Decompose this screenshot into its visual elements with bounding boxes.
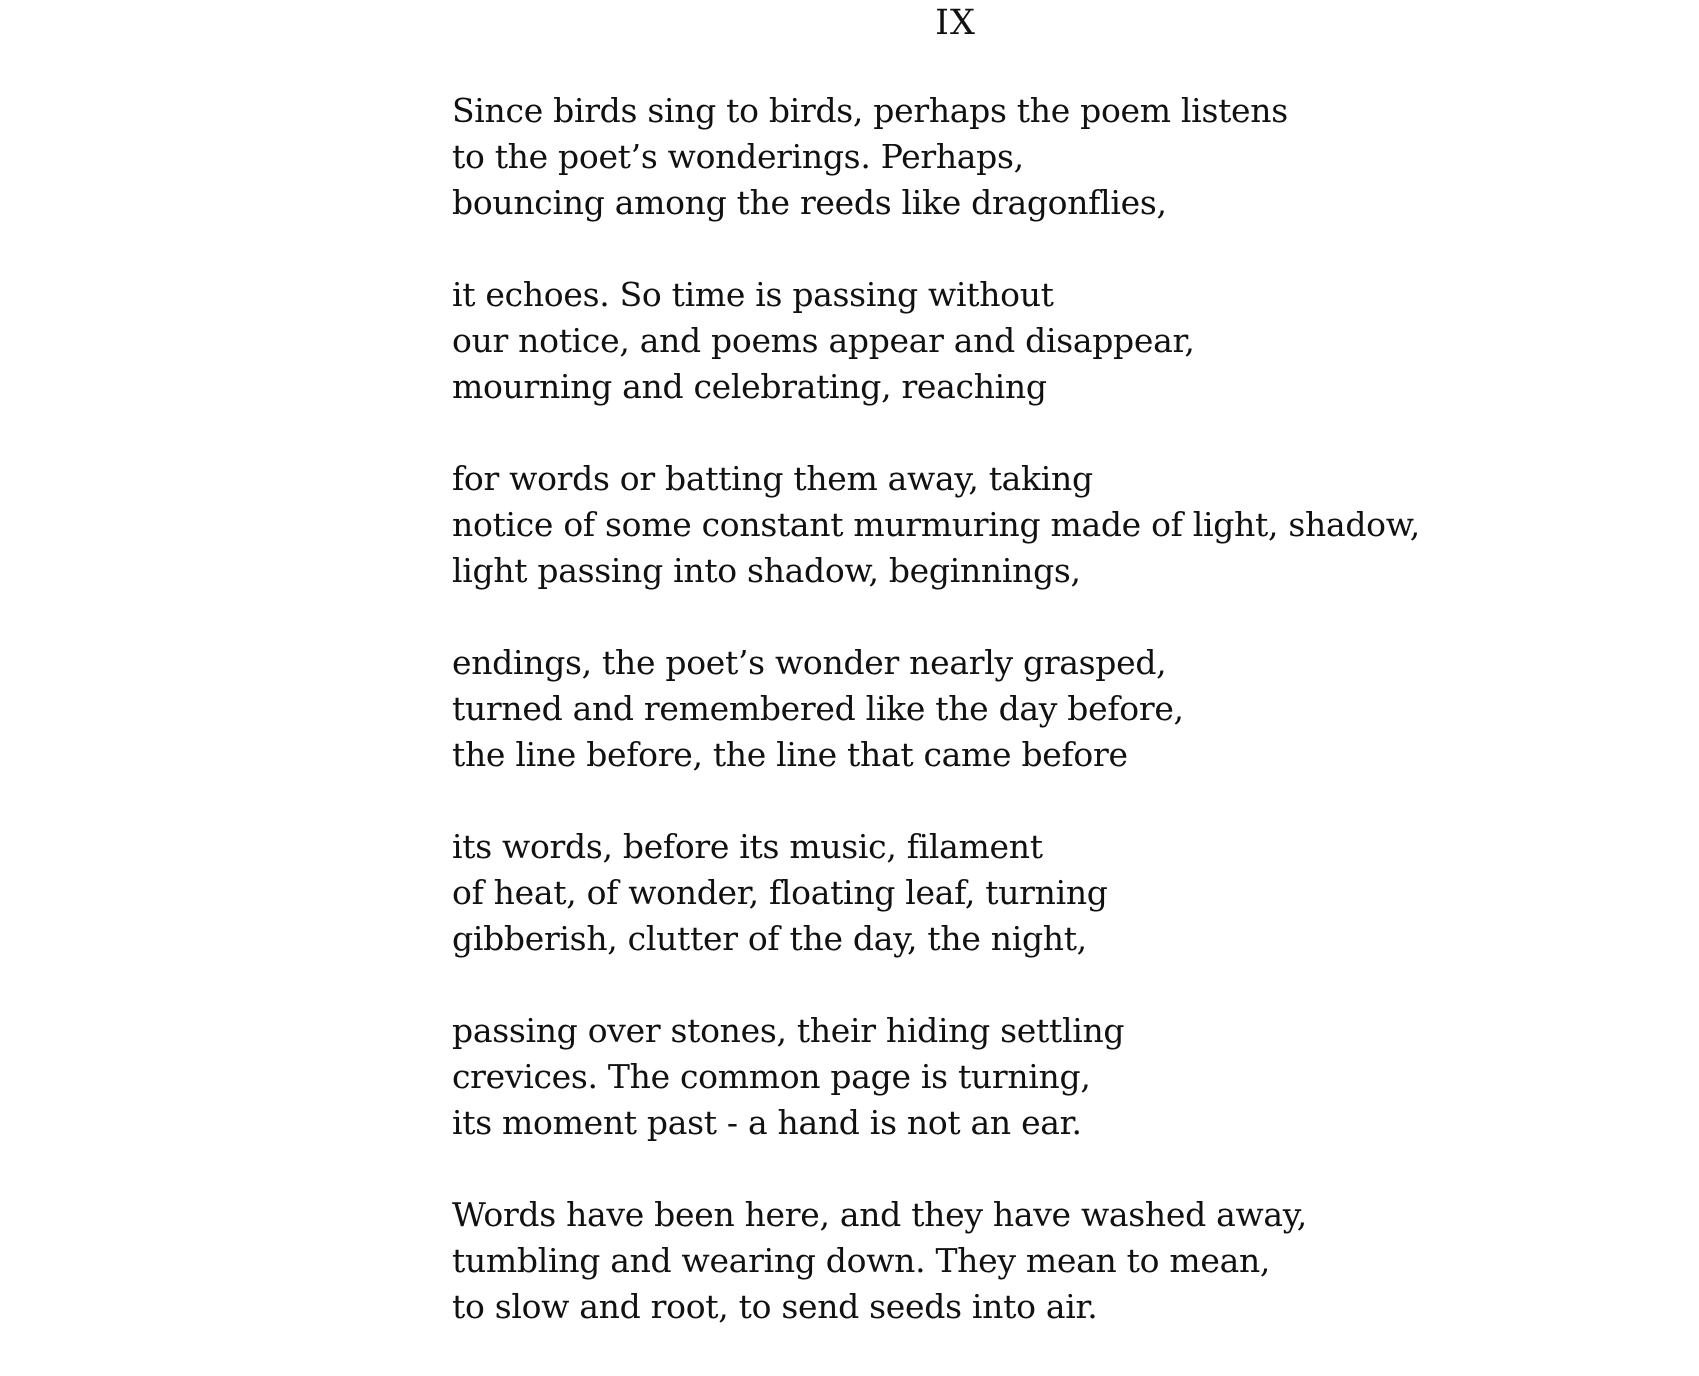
- poem-line: of heat, of wonder, floating leaf, turning: [452, 873, 1108, 912]
- poem-line: it echoes. So time is passing without: [452, 275, 1054, 314]
- poem-line: light passing into shadow, beginnings,: [452, 551, 1081, 590]
- poem-line: the line before, the line that came before: [452, 735, 1128, 774]
- poem-line: its moment past - a hand is not an ear.: [452, 1103, 1082, 1142]
- poem-title: IX: [935, 3, 976, 43]
- poem-line: Since birds sing to birds, perhaps the poem listens: [452, 91, 1288, 130]
- poem-body: [452, 88, 1652, 1376]
- poem-line: gibberish, clutter of the day, the night,: [452, 919, 1087, 958]
- stanza-6: [452, 1008, 1652, 1146]
- stanza-4: [452, 640, 1652, 778]
- stanza-2: [452, 272, 1652, 410]
- poem-line: our notice, and poems appear and disappear,: [452, 321, 1195, 360]
- poem-line: its words, before its music, filament: [452, 827, 1043, 866]
- stanza-3: [452, 456, 1652, 594]
- poem-line: mourning and celebrating, reaching: [452, 367, 1047, 406]
- poem-line: crevices. The common page is turning,: [452, 1057, 1091, 1096]
- poem-line: bouncing among the reeds like dragonflies,: [452, 183, 1167, 222]
- stanza-5: [452, 824, 1652, 962]
- stanza-7: [452, 1192, 1652, 1330]
- poem-line: notice of some constant murmuring made of light, shadow,: [452, 505, 1420, 544]
- poem-line: to slow and root, to send seeds into air.: [452, 1287, 1098, 1326]
- poem-line: for words or batting them away, taking: [452, 459, 1093, 498]
- poem-line: to the poet’s wonderings. Perhaps,: [452, 137, 1024, 176]
- poem-line: turned and remembered like the day before,: [452, 689, 1184, 728]
- poem-line: Words have been here, and they have washed away,: [452, 1195, 1307, 1234]
- poem-line: passing over stones, their hiding settling: [452, 1011, 1125, 1050]
- poem-line: endings, the poet’s wonder nearly grasped,: [452, 643, 1167, 682]
- stanza-1: [452, 88, 1652, 226]
- poem-line: tumbling and wearing down. They mean to mean,: [452, 1241, 1271, 1280]
